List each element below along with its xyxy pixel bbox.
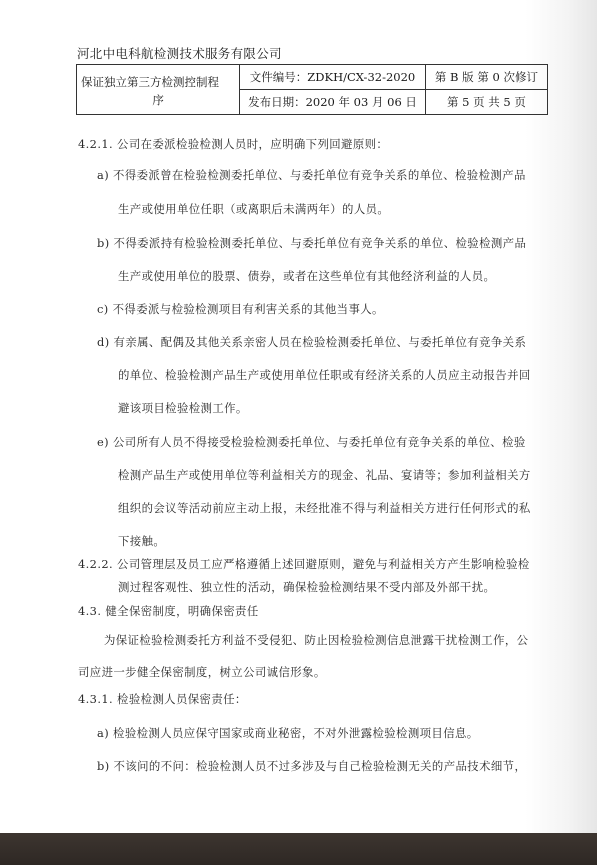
company-name: 河北中电科航检测技术服务有限公司 xyxy=(77,46,282,61)
item-d-line1: d) 有亲属、配偶及其他关系亲密人员在检验检测委托单位、与委托单位有竞争关系 xyxy=(97,335,527,349)
item-e-line1: e) 公司所有人员不得接受检验检测委托单位、与委托单位有竞争关系的单位、检验 xyxy=(97,435,526,449)
document-title-line1: 保证独立第三方检测控制程 xyxy=(81,74,219,89)
item-b-line1: b) 不得委派持有检验检测委托单位、与委托单位有竞争关系的单位、检验检测产品 xyxy=(97,236,527,250)
edition-info: 第 B 版 第 0 次修订 xyxy=(425,65,547,90)
item-e-line3: 组织的会议等活动前应主动上报，未经批准不得与利益相关方进行任何形式的私 xyxy=(118,501,531,515)
paragraph-confidentiality-line1: 为保证检验检测委托方利益不受侵犯、防止因检验检测信息泄露干扰检测工作，公 xyxy=(104,633,529,647)
clause-4-2-1: 4.2.1. 公司在委派检验检测人员时，应明确下列回避原则： xyxy=(78,137,389,151)
clause-4-3-1: 4.3.1. 检验检测人员保密责任： xyxy=(78,692,247,706)
item-c-line1: c) 不得委派与检验检测项目有利害关系的其他当事人。 xyxy=(97,302,384,316)
document-title-cell xyxy=(77,65,240,115)
publish-date: 发布日期：2020 年 03 月 06 日 xyxy=(240,90,426,115)
clause-4-2-2-line2: 测过程客观性、独立性的活动，确保检验检测结果不受内部及外部干扰。 xyxy=(118,580,496,594)
document-title-line2: 序 xyxy=(152,92,164,107)
clause-4-3-heading: 4.3. 健全保密制度，明确保密责任 xyxy=(78,604,259,618)
item-e-line2: 检测产品生产或使用单位等利益相关方的现金、礼品、宴请等；参加利益相关方 xyxy=(118,468,531,482)
clause-4-2-2-line1: 4.2.2. 公司管理层及员工应严格遵循上述回避原则，避免与利益相关方产生影响检验检 xyxy=(78,557,530,571)
confidentiality-item-b: b) 不该问的不问：检验检测人员不过多涉及与自己检验检测无关的产品技术细节， xyxy=(97,759,527,773)
item-a-line1: a) 不得委派曾在检验检测委托单位、与委托单位有竞争关系的单位、检验检测产品 xyxy=(97,168,526,182)
item-d-line3: 避该项目检验检测工作。 xyxy=(118,401,248,415)
confidentiality-item-a: a) 检验检测人员应保守国家或商业秘密，不对外泄露检验检测项目信息。 xyxy=(97,726,479,740)
file-number: 文件编号：ZDKH/CX-32-2020 xyxy=(240,65,426,90)
document-header-table xyxy=(76,64,548,115)
item-a-line2: 生产或使用单位任职（或离职后未满两年）的人员。 xyxy=(118,202,390,216)
item-b-line2: 生产或使用单位的股票、债券，或者在这些单位有其他经济利益的人员。 xyxy=(118,269,496,283)
paragraph-confidentiality-line2: 司应进一步健全保密制度，树立公司诚信形象。 xyxy=(78,665,326,679)
bottom-dark-edge xyxy=(0,833,597,865)
item-e-line4: 下接触。 xyxy=(118,534,166,548)
item-d-line2: 的单位、检验检测产品生产或使用单位任职或有经济关系的人员应主动报告并回 xyxy=(118,368,531,382)
page-info: 第 5 页 共 5 页 xyxy=(425,90,547,115)
